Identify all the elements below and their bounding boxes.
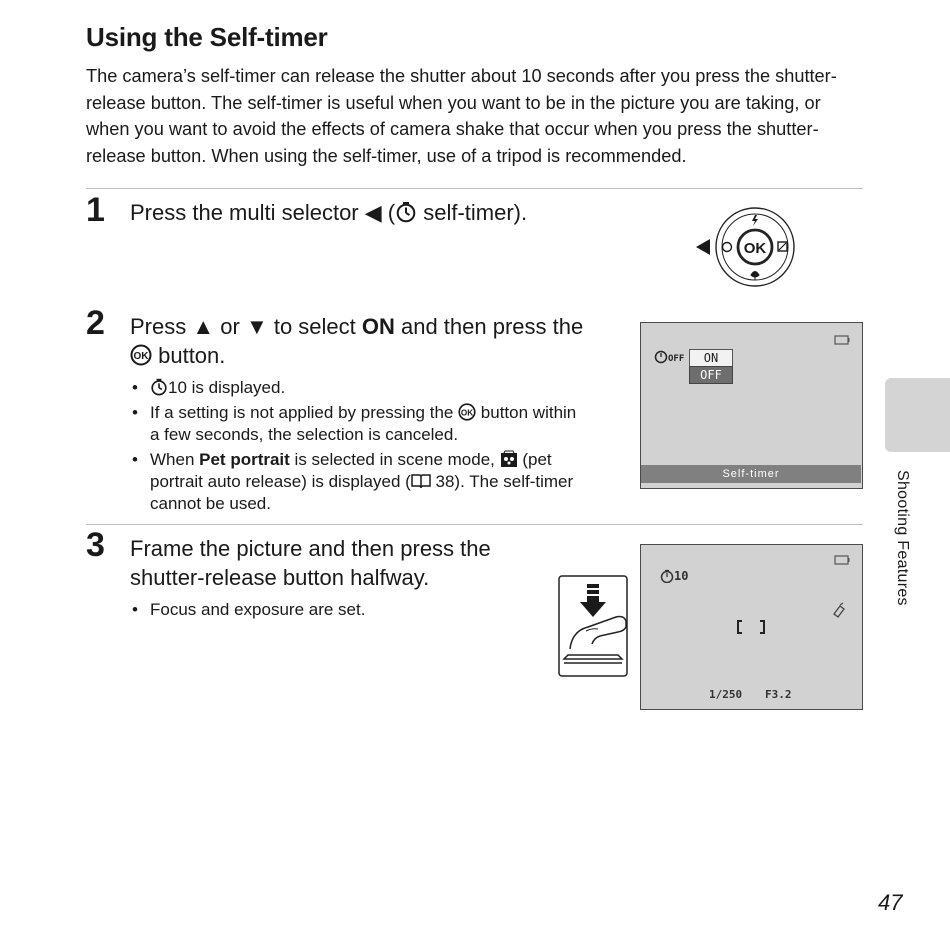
screen-title-bar: Self-timer (641, 465, 861, 483)
step-2-bullets (130, 377, 610, 518)
list-item: • Focus and exposure are set. (130, 599, 530, 621)
step-1-text-c: self-timer). (417, 200, 528, 225)
self-timer-icon (660, 569, 674, 583)
focus-area-brackets (736, 620, 766, 634)
step-2-number: 2 (86, 304, 105, 342)
battery-icon (834, 335, 850, 345)
menu-option-on: ON (689, 349, 733, 367)
shutter-half-press-icon (558, 575, 628, 677)
step-2-text-c: to select (267, 314, 362, 339)
camera-screen-self-timer-menu (640, 322, 863, 489)
step-2-instruction-line1 (130, 312, 583, 341)
step-1-text-a: Press the multi selector (130, 200, 365, 225)
step-2-text-d: and then press the (394, 314, 584, 339)
vibration-reduction-icon (831, 602, 847, 618)
ok-button-label: OK (743, 240, 767, 257)
svg-text:OK: OK (460, 408, 474, 418)
shutter-speed-readout: 1/250 (709, 688, 743, 701)
list-item: • 10 is displayed. (130, 377, 610, 399)
book-reference-icon (411, 473, 431, 489)
list-item: • If a setting is not applied by pressing the OK button within a few seconds, the selection is canceled. (130, 402, 610, 446)
step-3-instruction-line2: shutter-release button halfway. (130, 565, 430, 590)
pet-portrait-icon (500, 450, 518, 468)
step-2-text-b: or (214, 314, 246, 339)
divider (86, 188, 863, 189)
step-3-instruction-line1: Frame the picture and then press the (130, 536, 491, 561)
list-item: • When Pet portrait is selected in scene mode, (pet portrait auto release) is displayed ( 38). The self-timer cannot be used. (130, 449, 610, 515)
multi-selector-diagram (692, 205, 802, 293)
self-timer-off-icon (654, 348, 688, 364)
svg-text:OK: OK (133, 351, 149, 362)
page-number: 47 (878, 890, 903, 915)
step-2-on-label: ON (361, 314, 395, 339)
step-2-text-a: Press (130, 314, 193, 339)
camera-screen-framing (640, 544, 863, 710)
step-2-instruction-line2 (130, 341, 225, 370)
step-3-bullets (130, 599, 530, 624)
self-timer-icon (395, 201, 417, 223)
step-3-number: 3 (86, 526, 105, 564)
page-title: Using the Self-timer (86, 22, 328, 52)
svg-text:OFF: OFF (668, 354, 685, 364)
self-timer-countdown: 10 (674, 569, 689, 583)
section-label: Shooting Features (894, 470, 911, 606)
ok-button-icon (130, 344, 152, 366)
step-1-text-b: ( (381, 200, 396, 225)
aperture-readout: F3.2 (765, 688, 792, 701)
up-triangle-icon: ▲ (192, 314, 215, 339)
ok-button-icon (458, 403, 476, 421)
step-1-number: 1 (86, 191, 105, 229)
step-2-text-e: button. (152, 343, 226, 368)
battery-icon (834, 555, 850, 565)
section-tab (885, 378, 950, 452)
left-arrow-indicator-icon (696, 239, 710, 255)
down-triangle-icon: ▼ (245, 314, 268, 339)
menu-option-off: OFF (689, 366, 733, 384)
intro-paragraph: The camera’s self-timer can release the shutter about 10 seconds after you press the shutter-release button. The self-timer is useful when you want to be in the picture you are taking, or when you want to avoid the effects of camera shake that occur when you press the shutter-release button. When using the self-timer, use of a tripod is recommended. (86, 66, 837, 166)
left-triangle-icon: ◀ (364, 200, 382, 225)
divider (86, 524, 863, 525)
self-timer-icon (150, 378, 168, 396)
step-1-instruction (130, 198, 527, 227)
